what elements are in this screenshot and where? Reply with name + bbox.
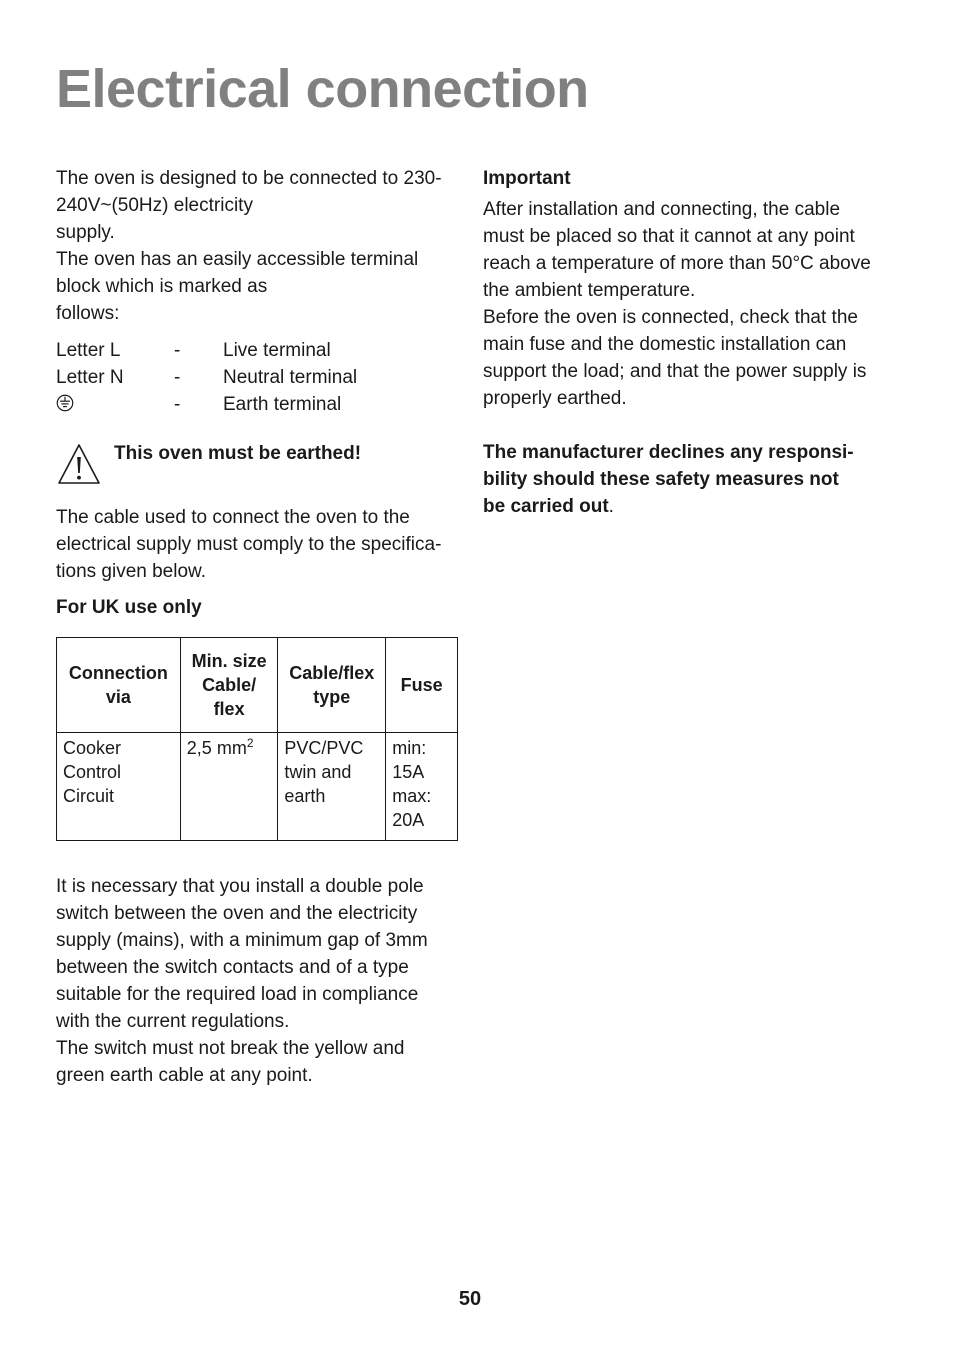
terminal-description: Live terminal xyxy=(223,340,331,361)
cell-text: PVC/PVC xyxy=(284,738,364,758)
intro-line: follows: xyxy=(56,303,120,324)
cell-text: max: xyxy=(392,786,432,806)
right-column xyxy=(483,165,893,520)
page-number: 50 xyxy=(458,1288,482,1310)
header-min-size xyxy=(180,638,278,733)
terminal-dash: - xyxy=(174,367,181,388)
cell-text: 20A xyxy=(392,810,425,830)
cell-text: earth xyxy=(284,786,326,806)
header-text: Min. size xyxy=(191,651,267,671)
cell-text: 2,5 mm xyxy=(186,738,247,758)
cell-text: Circuit xyxy=(63,786,115,806)
intro-paragraph xyxy=(56,165,458,327)
switch-line: supply (mains), with a minimum gap of 3mm xyxy=(56,930,428,951)
cell-cable-type xyxy=(278,733,386,841)
header-text: via xyxy=(105,687,131,707)
important-line: properly earthed. xyxy=(483,388,627,409)
cell-text: Control xyxy=(63,762,122,782)
important-line: support the load; and that the power supply is xyxy=(483,361,867,382)
superscript: 2 xyxy=(246,736,254,750)
switch-line: with the current regulations. xyxy=(56,1011,290,1032)
important-line: After installation and connecting, the cable xyxy=(483,199,841,220)
earth-warning-text: This oven must be earthed! xyxy=(114,443,362,464)
intro-line: block which is marked as xyxy=(56,276,268,297)
uk-heading: For UK use only xyxy=(56,597,202,618)
switch-line: switch between the oven and the electricity xyxy=(56,903,418,924)
header-text: Cable/flex xyxy=(289,663,375,683)
cell-fuse xyxy=(386,733,458,841)
cell-min-size xyxy=(180,733,278,841)
important-line: must be placed so that it cannot at any point xyxy=(483,226,855,247)
header-text: Connection xyxy=(68,663,168,683)
cable-line: electrical supply must comply to the specifica- xyxy=(56,534,442,555)
important-heading: Important xyxy=(483,168,571,189)
cable-paragraph xyxy=(56,504,458,585)
disclaimer-period: . xyxy=(608,496,614,517)
terminal-row-earth xyxy=(56,391,458,418)
intro-line: The oven is designed to be connected to 230- xyxy=(56,168,442,189)
important-line: reach a temperature of more than 50°C above xyxy=(483,253,871,274)
switch-line: The switch must not break the yellow and xyxy=(56,1038,405,1059)
intro-line: supply. xyxy=(56,222,115,243)
intro-line: 240V~(50Hz) electricity xyxy=(56,195,253,216)
header-connection xyxy=(57,638,181,733)
disclaimer-line: be carried out xyxy=(483,496,609,517)
header-text: Fuse xyxy=(400,675,443,695)
terminal-dash: - xyxy=(174,394,181,415)
earth-ground-icon xyxy=(56,394,74,412)
disclaimer-line: The manufacturer declines any responsi- xyxy=(483,442,854,463)
cell-text: min: xyxy=(392,738,427,758)
header-fuse xyxy=(386,638,458,733)
cell-connection xyxy=(57,733,181,841)
cell-text: 15A xyxy=(392,762,425,782)
terminal-description: Neutral terminal xyxy=(223,367,358,388)
warning-triangle-icon xyxy=(56,442,102,486)
manufacturer-disclaimer xyxy=(483,439,893,520)
important-paragraph xyxy=(483,196,893,412)
terminal-list xyxy=(56,337,458,418)
left-column xyxy=(56,165,458,1089)
earth-warning xyxy=(56,442,458,486)
terminal-row-live xyxy=(56,337,458,364)
important-line: Before the oven is connected, check that the xyxy=(483,307,858,328)
terminal-row-neutral xyxy=(56,364,458,391)
header-cable-type xyxy=(278,638,386,733)
terminal-letter xyxy=(56,391,174,418)
switch-line: suitable for the required load in compliance xyxy=(56,984,419,1005)
switch-paragraph xyxy=(56,873,458,1089)
table-row xyxy=(57,733,458,841)
cell-text: Cooker xyxy=(63,738,122,758)
cell-text: twin and xyxy=(284,762,352,782)
cable-spec-table xyxy=(56,637,458,841)
disclaimer-line: bility should these safety measures not xyxy=(483,469,839,490)
cable-line: The cable used to connect the oven to the xyxy=(56,507,410,528)
table-header-row xyxy=(57,638,458,733)
switch-line: It is necessary that you install a double pole xyxy=(56,876,424,897)
terminal-letter: Letter N xyxy=(56,367,124,388)
terminal-dash: - xyxy=(174,340,181,361)
important-line: the ambient temperature. xyxy=(483,280,696,301)
important-line: main fuse and the domestic installation can xyxy=(483,334,847,355)
header-text: type xyxy=(313,687,351,707)
terminal-description: Earth terminal xyxy=(223,394,342,415)
page-title: Electrical connection xyxy=(56,59,589,119)
intro-line: The oven has an easily accessible terminal xyxy=(56,249,419,270)
switch-line: between the switch contacts and of a type xyxy=(56,957,409,978)
cable-line: tions given below. xyxy=(56,561,206,582)
terminal-letter: Letter L xyxy=(56,340,121,361)
header-text: Cable/ xyxy=(202,675,257,695)
switch-line: green earth cable at any point. xyxy=(56,1065,313,1086)
header-text: flex xyxy=(213,699,245,719)
